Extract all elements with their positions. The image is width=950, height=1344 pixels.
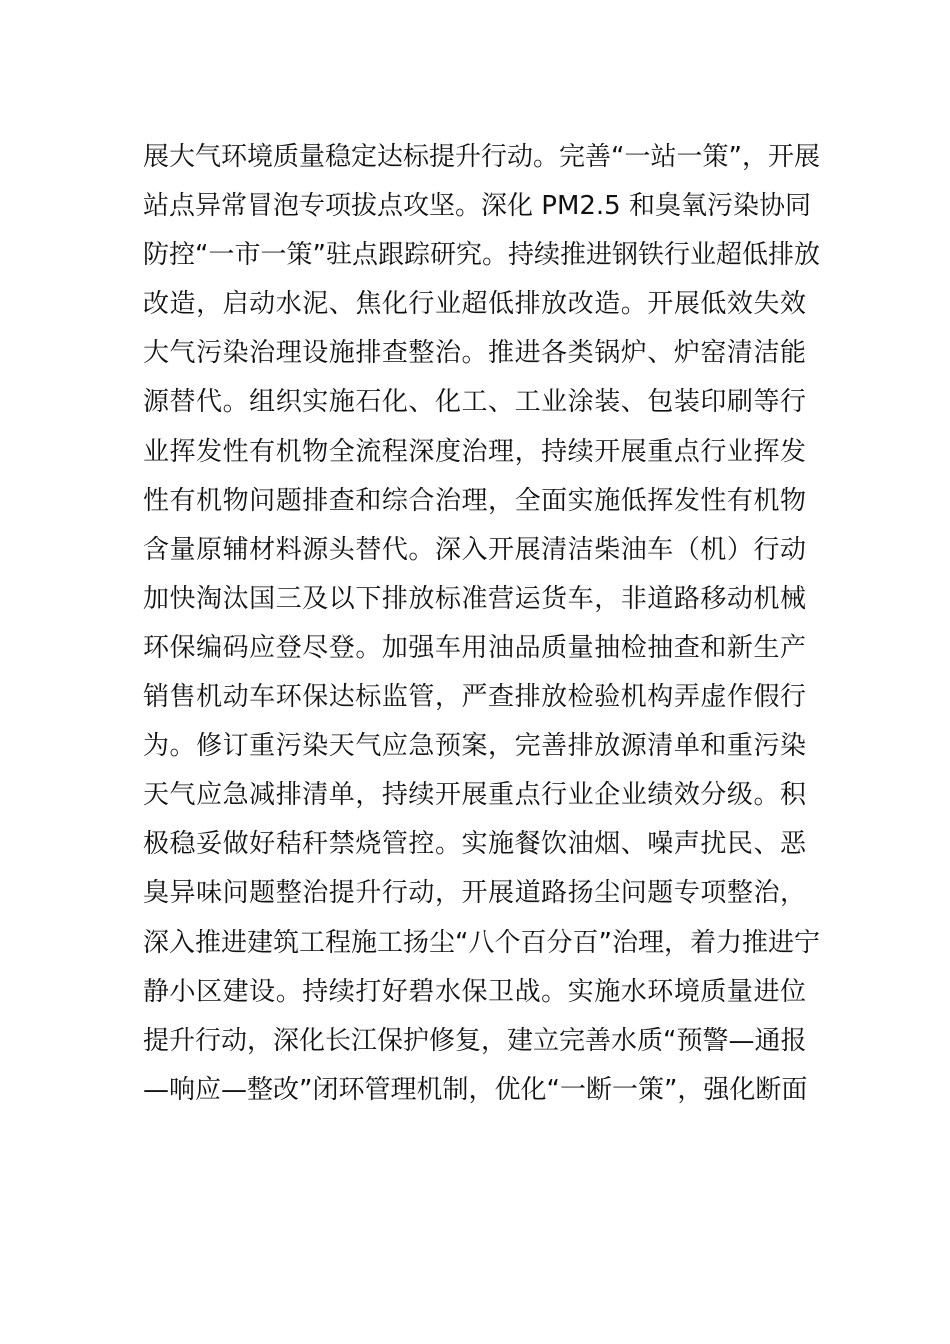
- text-line: —响应—整改”闭环管理机制，优化“一断一策”，强化断面: [143, 1074, 808, 1105]
- text-line: 深入推进建筑工程施工扬尘“八个百分百”治理，着力推进宁: [143, 927, 820, 958]
- text-line: 为。修订重污染天气应急预案，完善排放源清单和重污染: [143, 731, 806, 762]
- text-line: 源替代。组织实施石化、化工、工业涂装、包装印刷等行: [143, 387, 806, 418]
- text-line: 销售机动车环保达标监管，严查排放检验机构弄虚作假行: [143, 682, 806, 713]
- text-line: 防控“一市一策”驻点跟踪研究。持续推进钢铁行业超低排放: [143, 240, 820, 271]
- text-line: 极稳妥做好秸秆禁烧管控。实施餐饮油烟、噪声扰民、恶: [143, 829, 806, 860]
- text-line: 改造，启动水泥、焦化行业超低排放改造。开展低效失效: [143, 289, 806, 320]
- text-line: 静小区建设。持续打好碧水保卫战。实施水环境质量进位: [143, 976, 806, 1007]
- text-line: 含量原辅材料源头替代。深入开展清洁柴油车（机）行动: [143, 534, 806, 565]
- document-body: [143, 133, 820, 1115]
- text-line: 臭异味问题整治提升行动，开展道路扬尘问题专项整治，: [143, 878, 806, 909]
- text-line: 业挥发性有机物全流程深度治理，持续开展重点行业挥发: [143, 436, 806, 467]
- text-line: 环保编码应登尽登。加强车用油品质量抽检抽查和新生产: [143, 632, 806, 663]
- text-line: 站点异常冒泡专项拔点攻坚。深化 PM2.5 和臭氧污染协同: [143, 191, 811, 222]
- text-line: 天气应急减排清单，持续开展重点行业企业绩效分级。积: [143, 780, 806, 811]
- text-line: 大气污染治理设施排查整治。推进各类锅炉、炉窑清洁能: [143, 338, 806, 369]
- text-line: 加快淘汰国三及以下排放标准营运货车，非道路移动机械: [143, 583, 806, 614]
- text-line: 展大气环境质量稳定达标提升行动。完善“一站一策”，开展: [143, 142, 820, 172]
- text-line: 提升行动，深化长江保护修复，建立完善水质“预警—通报: [143, 1025, 807, 1056]
- text-line: 性有机物问题排查和综合治理，全面实施低挥发性有机物: [143, 485, 806, 516]
